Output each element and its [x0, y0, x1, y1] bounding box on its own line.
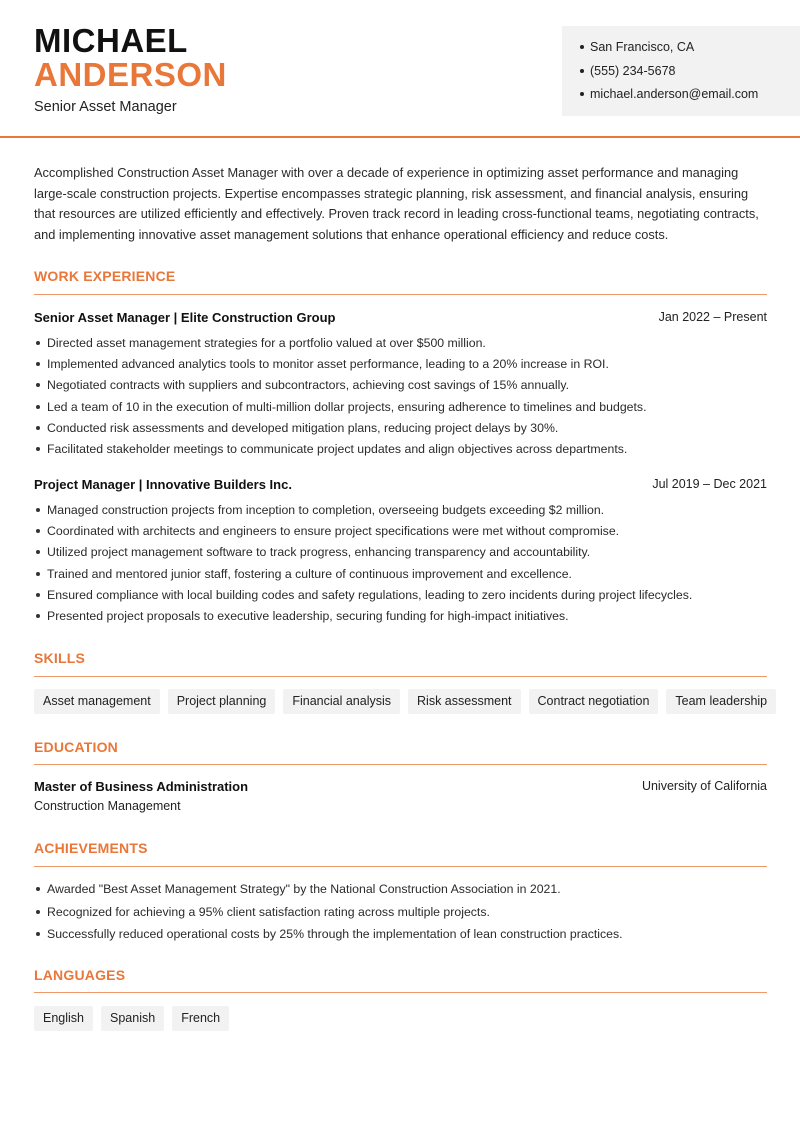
section-divider — [34, 764, 767, 765]
list-item: Awarded "Best Asset Management Strategy" by the National Construction Association in 2021. — [34, 880, 767, 903]
job-role: Project Manager | Innovative Builders Inc. — [34, 477, 292, 492]
job-dates: Jul 2019 – Dec 2021 — [652, 477, 767, 491]
section-title-achievements: ACHIEVEMENTS — [34, 840, 148, 856]
job-header — [34, 477, 767, 492]
skill-tag: Team leadership — [666, 689, 776, 714]
skill-tag: Risk assessment — [408, 689, 520, 714]
contact-phone: (555) 234-5678 — [580, 62, 800, 86]
section-title-work: WORK EXPERIENCE — [34, 268, 176, 284]
section-title-skills: SKILLS — [34, 650, 85, 666]
first-name: MICHAEL — [34, 22, 188, 59]
job-bullets — [34, 501, 767, 628]
skill-tag: Contract negotiation — [529, 689, 659, 714]
list-item: Led a team of 10 in the execution of multi-million dollar projects, ensuring adherence to timelines and budgets. — [34, 398, 767, 419]
contact-email: michael.anderson@email.com — [580, 85, 800, 109]
section-title-education: EDUCATION — [34, 739, 118, 755]
section-title-languages: LANGUAGES — [34, 967, 126, 983]
job-bullets — [34, 334, 767, 461]
job-header — [34, 310, 767, 325]
languages-list — [34, 1006, 229, 1031]
list-item: Directed asset management strategies for a portfolio valued at over $500 million. — [34, 334, 767, 355]
section-divider — [34, 294, 767, 295]
education-degree: Master of Business Administration — [34, 779, 249, 794]
education-field: Construction Management — [34, 799, 181, 813]
list-item: Facilitated stakeholder meetings to communicate project updates and align objectives across departments. — [34, 440, 767, 461]
achievements-list — [34, 880, 767, 948]
job-role: Senior Asset Manager | Elite Construction Group — [34, 310, 336, 325]
list-item: Recognized for achieving a 95% client satisfaction rating across multiple projects. — [34, 903, 767, 926]
list-item: Utilized project management software to track progress, enhancing transparency and accountability. — [34, 543, 767, 564]
resume-header — [0, 0, 800, 138]
job-dates: Jan 2022 – Present — [658, 310, 767, 324]
list-item: Conducted risk assessments and developed mitigation plans, reducing project delays by 30%. — [34, 419, 767, 440]
contact-box — [562, 26, 800, 116]
last-name: ANDERSON — [34, 56, 227, 93]
list-item: Trained and mentored junior staff, fostering a culture of continuous improvement and excellence. — [34, 565, 767, 586]
language-tag: French — [172, 1006, 229, 1031]
list-item: Successfully reduced operational costs by 25% through the implementation of lean construction practices. — [34, 925, 767, 948]
list-item: Implemented advanced analytics tools to monitor asset performance, leading to a 20% increase in ROI. — [34, 355, 767, 376]
job-title: Senior Asset Manager — [34, 99, 177, 115]
skill-tag: Financial analysis — [283, 689, 400, 714]
skill-tag: Asset management — [34, 689, 160, 714]
skill-tag: Project planning — [168, 689, 276, 714]
list-item: Ensured compliance with local building codes and safety regulations, leading to zero incidents during project lifecycles. — [34, 586, 767, 607]
skills-list — [34, 689, 776, 714]
section-divider — [34, 676, 767, 677]
language-tag: Spanish — [101, 1006, 164, 1031]
summary: Accomplished Construction Asset Manager with over a decade of experience in optimizing asset performance and managing large-scale construction projects. Expertise encompasses strategic planning, risk assessment, and financial analysis, ensuring that resources are utilized efficiently and effectively. Proven track record in leading cross-functional teams, negotiating contracts, and implementing innovative asset management solutions that enhance operational efficiency and reduce costs. — [34, 165, 759, 243]
list-item: Presented project proposals to executive leadership, securing funding for high-impact initiatives. — [34, 607, 767, 628]
education-school: University of California — [641, 779, 767, 793]
section-divider — [34, 866, 767, 867]
language-tag: English — [34, 1006, 93, 1031]
list-item: Coordinated with architects and engineers to ensure project specifications were met without compromise. — [34, 522, 767, 543]
contact-location: San Francisco, CA — [580, 38, 800, 62]
list-item: Negotiated contracts with suppliers and subcontractors, achieving cost savings of 15% annually. — [34, 376, 767, 397]
list-item: Managed construction projects from inception to completion, overseeing budgets exceeding $2 million. — [34, 501, 767, 522]
section-divider — [34, 992, 767, 993]
